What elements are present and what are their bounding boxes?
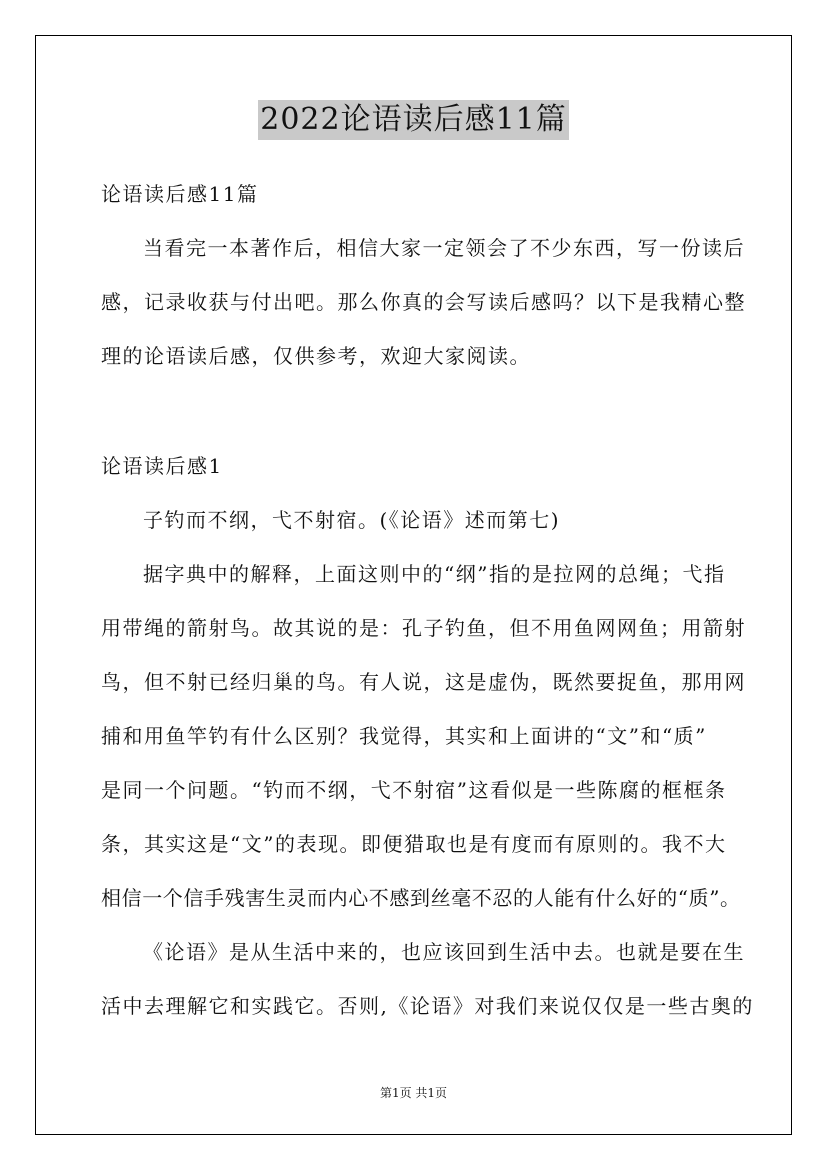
quote-line: 子钓而不纲，弋不射宿。(《论语》述而第七)	[143, 508, 561, 532]
paragraph-line: 用带绳的箭射鸟。故其说的是：孔子钓鱼，但不用鱼网网鱼；用箭射	[101, 616, 746, 640]
paragraph-line: 《论语》是从生活中来的，也应该回到生活中去。也就是要在生	[143, 940, 745, 964]
paragraph-line: 捕和用鱼竿钓有什么区别？我觉得，其实和上面讲的“文”和“质”	[101, 724, 707, 748]
paragraph-line: 活中去理解它和实践它。否则,《论语》对我们来说仅仅是一些古奥的	[101, 994, 754, 1018]
paragraph-line: 鸟，但不射已经归巢的鸟。有人说，这是虚伪，既然要捉鱼，那用网	[101, 670, 746, 694]
intro-line: 当看完一本著作后，相信大家一定领会了不少东西，写一份读后	[143, 236, 745, 260]
paragraph-line: 相信一个信手残害生灵而内心不感到丝毫不忍的人能有什么好的“质”。	[101, 886, 741, 910]
intro-line: 感，记录收获与付出吧。那么你真的会写读后感吗？以下是我精心整	[101, 290, 746, 314]
page-footer: 第1页 共1页	[379, 1086, 448, 1100]
document-title: 2022论语读后感11篇	[258, 100, 569, 140]
section-heading: 论语读后感1	[101, 454, 223, 478]
paragraph-line: 是同一个问题。“钓而不纲，弋不射宿”这看似是一些陈腐的框框条	[101, 778, 727, 802]
paragraph-line: 据字典中的解释，上面这则中的“纲”指的是拉网的总绳；弋指	[143, 562, 726, 586]
title-container	[0, 100, 827, 140]
subtitle: 论语读后感11篇	[101, 182, 259, 206]
intro-line: 理的论语读后感，仅供参考，欢迎大家阅读。	[101, 344, 531, 368]
paragraph-line: 条，其实这是“文”的表现。即便猎取也是有度而有原则的。我不大	[101, 832, 727, 856]
